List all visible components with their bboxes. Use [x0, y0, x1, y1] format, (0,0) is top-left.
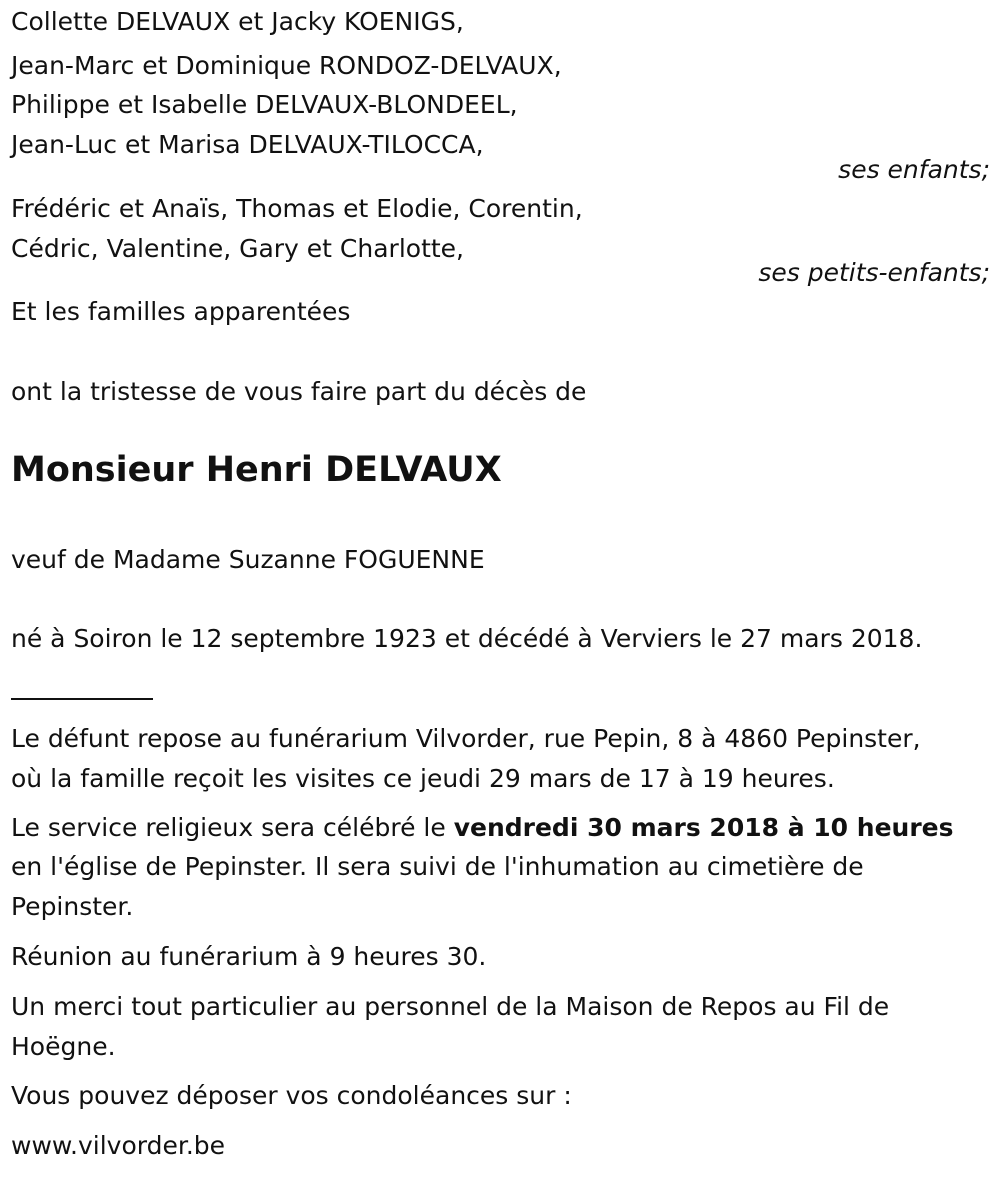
- website-link[interactable]: www.vilvorder.be: [11, 1131, 226, 1160]
- rest-place-line-2: où la famille reçoit les visites ce jeudi 29 mars de 17 à 19 heures.: [11, 764, 835, 793]
- families-line: Et les familles apparentées: [11, 297, 351, 326]
- child-line-2: Jean-Marc et Dominique RONDOZ-DELVAUX,: [11, 51, 562, 80]
- thanks-line-1: Un merci tout particulier au personnel de la Maison de Repos au Fil de: [11, 992, 890, 1021]
- children-label: ses enfants;: [838, 155, 990, 184]
- birth-death-line: né à Soiron le 12 septembre 1923 et décédé à Verviers le 27 mars 2018.: [11, 624, 923, 653]
- service-line-2: en l'église de Pepinster. Il sera suivi de l'inhumation au cimetière de: [11, 852, 864, 881]
- rest-place-line-1: Le défunt repose au funérarium Vilvorder, rue Pepin, 8 à 4860 Pepinster,: [11, 724, 921, 753]
- service-line-3: Pepinster.: [11, 892, 134, 921]
- service-line-1: [11, 813, 954, 843]
- service-line-1-prefix: Le service religieux sera célébré le: [11, 813, 454, 842]
- widower-line: veuf de Madame Suzanne FOGUENNE: [11, 545, 485, 574]
- meeting-line: Réunion au funérarium à 9 heures 30.: [11, 942, 487, 971]
- child-line-3: Philippe et Isabelle DELVAUX-BLONDEEL,: [11, 90, 518, 119]
- condolences-line: Vous pouvez déposer vos condoléances sur :: [11, 1081, 572, 1110]
- child-line-4: Jean-Luc et Marisa DELVAUX-TILOCCA,: [11, 130, 484, 159]
- deceased-name: Monsieur Henri DELVAUX: [11, 450, 502, 490]
- thanks-line-2: Hoëgne.: [11, 1032, 116, 1061]
- separator-rule: [11, 698, 153, 700]
- service-date-time: vendredi 30 mars 2018 à 10 heures: [453, 813, 954, 842]
- grandchild-line-1: Frédéric et Anaïs, Thomas et Elodie, Corentin,: [11, 194, 583, 223]
- grandchildren-label: ses petits-enfants;: [758, 258, 990, 287]
- grandchild-line-2: Cédric, Valentine, Gary et Charlotte,: [11, 234, 465, 263]
- announcement-line: ont la tristesse de vous faire part du décès de: [11, 377, 587, 406]
- child-line-1: Collette DELVAUX et Jacky KOENIGS,: [11, 7, 464, 36]
